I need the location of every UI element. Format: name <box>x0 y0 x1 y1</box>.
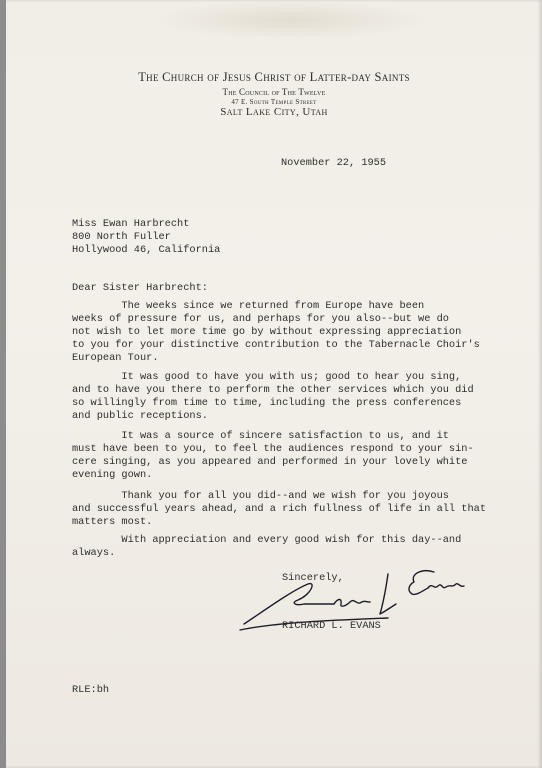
recipient-address-line1: 800 North Fuller <box>72 231 171 243</box>
salutation: Dear Sister Harbrecht: <box>72 282 208 294</box>
recipient-name: Miss Ewan Harbrecht <box>72 218 190 230</box>
letterhead-city: Salt Lake City, Utah <box>220 106 328 118</box>
body-line: evening gown. <box>72 469 153 481</box>
body-line: With appreciation and every good wish for this day--and <box>72 534 462 546</box>
body-line: and public receptions. <box>72 410 208 422</box>
body-line: must have been to you, to feel the audiences respond to your sin- <box>72 443 474 455</box>
body-line: and to have you there to perform the other services which you did <box>72 384 474 396</box>
body-line: so willingly from time to time, including the press conferences <box>72 397 462 409</box>
recipient-address-line2: Hollywood 46, California <box>72 244 221 256</box>
body-line: weeks of pressure for us, and perhaps for you also--but we do <box>72 313 449 325</box>
signer-name: RICHARD L. EVANS <box>282 620 381 632</box>
body-line: not wish to let more time go by without expressing appreciation <box>72 326 462 338</box>
body-line: The weeks since we returned from Europe have been <box>72 300 425 312</box>
body-line: matters most. <box>72 516 153 528</box>
body-line: always. <box>72 547 116 559</box>
letterhead-organization: The Church of Jesus Christ of Latter-day Saints <box>138 70 410 84</box>
body-line: to you for your distinctive contribution to the Tabernacle Choir's <box>72 339 480 351</box>
body-line: European Tour. <box>72 352 159 364</box>
closing: Sincerely, <box>282 572 344 584</box>
letter-date: November 22, 1955 <box>281 157 387 169</box>
letterhead-council: The Council of The Twelve <box>222 87 326 97</box>
body-line: Thank you for all you did--and we wish for you joyous <box>72 490 449 502</box>
body-line: It was good to have you with us; good to hear you sing, <box>72 371 462 383</box>
body-line: cere singing, as you appeared and performed in your lovely white <box>72 456 468 468</box>
paper-stain <box>150 0 430 40</box>
letterhead-street: 47 E. South Temple Street <box>231 98 317 106</box>
body-line: and successful years ahead, and a rich fullness of life in all that <box>72 503 487 515</box>
body-line: It was a source of sincere satisfaction to us, and it <box>72 430 449 442</box>
typist-initials: RLE:bh <box>72 684 110 696</box>
